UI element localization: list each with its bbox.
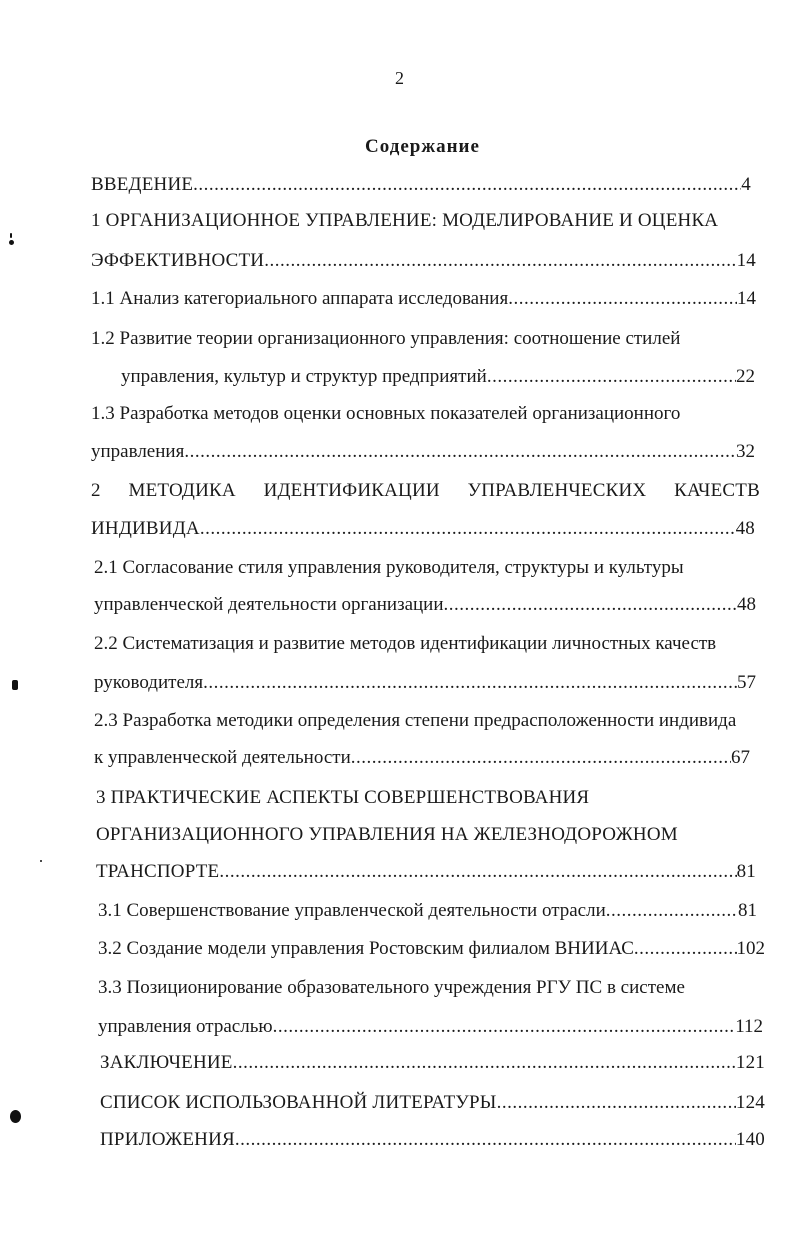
toc-section-1-1[interactable] — [91, 286, 756, 312]
dot-leader — [351, 745, 731, 771]
toc-entry-page: 14 — [737, 288, 756, 309]
toc-section-2-2-line1[interactable]: 2.2 Систематизация и развитие методов идентификации личностных качеств — [94, 633, 717, 654]
toc-entry-text: к управленческой деятельности — [94, 747, 351, 768]
toc-section-1-2-line2[interactable] — [121, 364, 755, 390]
dot-leader — [273, 1014, 736, 1040]
toc-word: УПРАВЛЕНЧЕСКИХ — [467, 480, 647, 501]
toc-section-2-3-line2[interactable] — [94, 745, 750, 771]
dot-leader — [235, 1127, 736, 1153]
toc-entry-text: ЗАКЛЮЧЕНИЕ — [100, 1052, 233, 1073]
toc-entry-text: управления отраслью — [98, 1016, 273, 1037]
toc-word: 2 — [91, 480, 101, 501]
toc-section-1-3-line1[interactable]: 1.3 Разработка методов оценки основных показателей организационного — [91, 403, 681, 424]
toc-entry-text: руководителя — [94, 672, 204, 693]
toc-section-1-2-line1[interactable]: 1.2 Развитие теории организационного управления: соотношение стилей — [91, 328, 681, 349]
toc-entry-text: СПИСОК ИСПОЛЬЗОВАННОЙ ЛИТЕРАТУРЫ — [100, 1092, 497, 1113]
dot-leader — [233, 1050, 736, 1076]
toc-entry-page: 48 — [735, 518, 755, 539]
dot-leader — [193, 172, 741, 198]
toc-entry-text: 1.1 Анализ категориального аппарата исследования — [91, 288, 509, 309]
toc-entry-text: ЭФФЕКТИВНОСТИ — [91, 250, 265, 271]
toc-section-3-3-line2[interactable] — [98, 1014, 763, 1040]
toc-chapter-1-line1[interactable]: 1 ОРГАНИЗАЦИОННОЕ УПРАВЛЕНИЕ: МОДЕЛИРОВАНИЕ И ОЦЕНКА — [91, 210, 719, 231]
toc-entry-text: ИНДИВИДА — [91, 518, 200, 539]
page-number: 2 — [395, 68, 404, 88]
toc-entry-page: 81 — [738, 900, 757, 921]
dot-leader — [219, 859, 736, 885]
toc-entry-text: управления — [91, 441, 185, 462]
toc-entry-page: 4 — [741, 174, 751, 195]
dot-leader — [200, 516, 736, 542]
toc-entry-page: 140 — [735, 1129, 765, 1150]
toc-entry-page: 48 — [737, 594, 756, 615]
toc-chapter-1-line2[interactable] — [91, 248, 756, 274]
scan-speck — [10, 1110, 21, 1123]
toc-entry-page: 102 — [736, 938, 765, 959]
toc-entry-conclusion[interactable] — [100, 1050, 765, 1076]
toc-entry-page: 22 — [736, 366, 755, 387]
toc-section-2-2-line2[interactable] — [94, 670, 756, 696]
toc-title: Содержание — [365, 136, 480, 157]
toc-chapter-3-line2[interactable]: ОРГАНИЗАЦИОННОГО УПРАВЛЕНИЯ НА ЖЕЛЕЗНОДОРОЖНОМ — [96, 824, 678, 845]
dot-leader — [444, 592, 737, 618]
dot-leader — [606, 898, 738, 924]
toc-entry-page: 57 — [737, 672, 756, 693]
toc-section-1-3-line2[interactable] — [91, 439, 755, 465]
toc-entry-page: 32 — [736, 441, 755, 462]
toc-entry-page: 124 — [735, 1092, 765, 1113]
toc-entry-introduction[interactable] — [91, 172, 751, 198]
dot-leader — [184, 439, 736, 465]
dot-leader — [203, 670, 737, 696]
toc-entry-page: 121 — [735, 1052, 765, 1073]
toc-chapter-3-line1[interactable]: 3 ПРАКТИЧЕСКИЕ АСПЕКТЫ СОВЕРШЕНСТВОВАНИЯ — [96, 787, 590, 808]
toc-entry-text: 3.1 Совершенствование управленческой деятельности отрасли — [98, 900, 606, 921]
dot-leader — [497, 1090, 736, 1116]
toc-section-3-2[interactable] — [98, 936, 765, 962]
dot-leader — [634, 936, 737, 962]
toc-chapter-3-line3[interactable] — [96, 859, 756, 885]
toc-chapter-2-line1[interactable] — [91, 478, 760, 504]
toc-chapter-2-line2[interactable] — [91, 516, 755, 542]
toc-entry-text: управленческой деятельности организации — [94, 594, 444, 615]
toc-entry-appendices[interactable] — [100, 1127, 765, 1153]
toc-entry-page: 112 — [735, 1016, 763, 1037]
toc-entry-references[interactable] — [100, 1090, 765, 1116]
dot-leader — [508, 286, 737, 312]
scan-speck — [40, 860, 42, 862]
toc-entry-page: 81 — [736, 861, 756, 882]
toc-word: КАЧЕСТВ — [674, 480, 760, 501]
toc-entry-text: 3.2 Создание модели управления Ростовским филиалом ВНИИАС — [98, 938, 634, 959]
scan-speck — [9, 240, 14, 245]
scan-speck — [12, 680, 18, 690]
toc-section-3-3-line1[interactable]: 3.3 Позиционирование образовательного учреждения РГУ ПС в системе — [98, 977, 685, 998]
toc-section-2-1-line2[interactable] — [94, 592, 756, 618]
toc-entry-text: управления, культур и структур предприятий — [121, 366, 487, 387]
toc-entry-text: ВВЕДЕНИЕ — [91, 174, 194, 195]
toc-entry-text: ТРАНСПОРТЕ — [96, 861, 220, 882]
toc-section-2-1-line1[interactable]: 2.1 Согласование стиля управления руководителя, структуры и культуры — [94, 557, 684, 578]
toc-word: ИДЕНТИФИКАЦИИ — [263, 480, 440, 501]
toc-entry-page: 14 — [736, 250, 756, 271]
toc-section-3-1[interactable] — [98, 898, 757, 924]
dot-leader — [487, 364, 736, 390]
toc-entry-text: ПРИЛОЖЕНИЯ — [100, 1129, 235, 1150]
dot-leader — [264, 248, 736, 274]
toc-word: МЕТОДИКА — [128, 480, 236, 501]
toc-entry-page: 67 — [731, 747, 750, 768]
toc-section-2-3-line1[interactable]: 2.3 Разработка методики определения степени предрасположенности индивида — [94, 710, 737, 731]
scan-speck — [10, 233, 12, 238]
